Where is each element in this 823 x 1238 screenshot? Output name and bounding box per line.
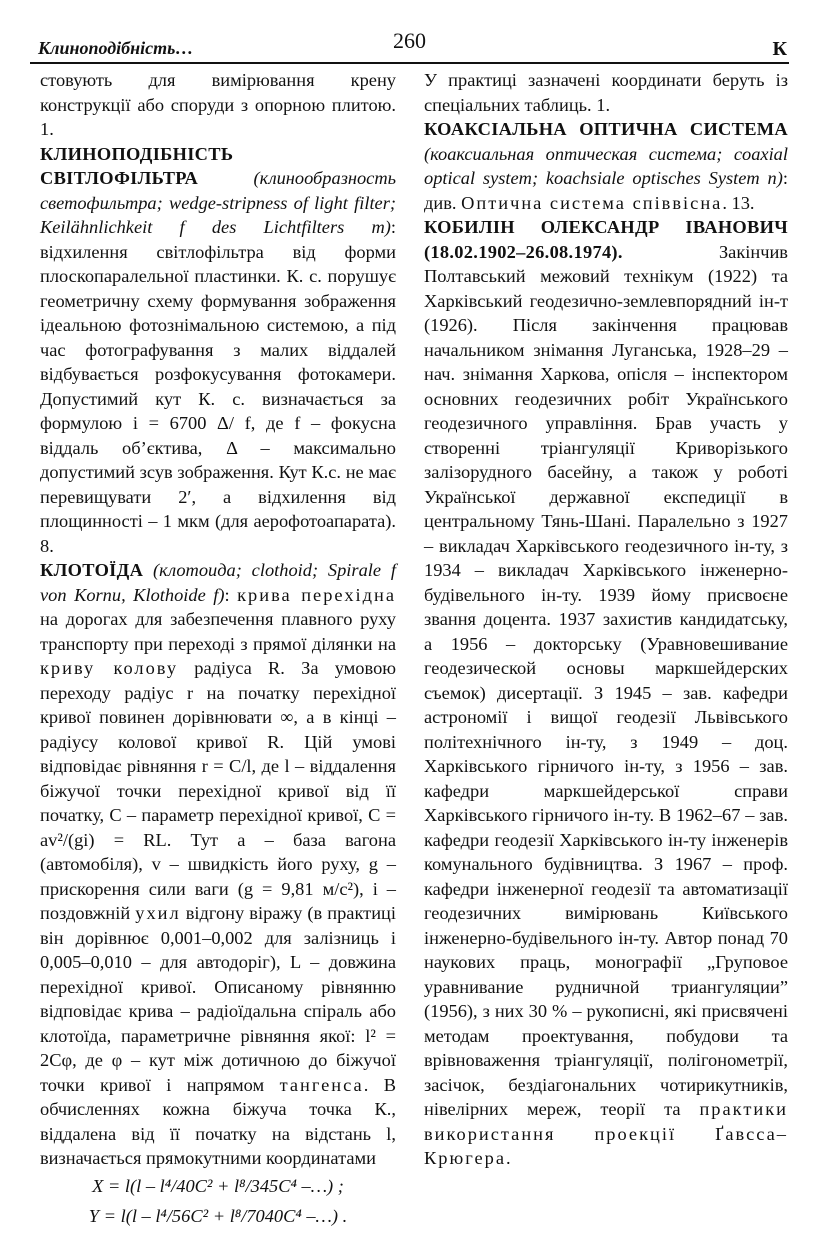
spaced-term: ухил [135,903,181,923]
entry-translations: (клинообразность светофильтра; wedge-stripness of light filter; Keilähnlichkeit f des Lichtfilters m) [40,168,396,237]
entry-translations: (клотоида; clothoid; Spirale f von Kornu, Klothoide f) [40,560,396,605]
entry-body: радіуса R. За умовою переходу радіус r на початку перехідної кривої повинен дорівнювати ∞, а в кінці – радіусу колової кривої R. Цій умові відповідає рівняння r = C/l, де l – віддалення біжучої точки перехідної кривої від її початку, C – параметр перехідної кривої, C = av²/(gi) = RL. Тут a – база вагона (автомобіля), v – швидкість його руху, g – прискорення сили ваги (g = 9,81 м/с²), i – поздовжній [40,658,396,923]
entry-body: . [506,1148,511,1168]
entry-kobylin [424,215,788,1171]
spaced-term: тангенса [279,1074,364,1095]
entry-koaksialna [424,117,788,215]
entry-klynopodibnist [40,142,396,559]
entry-body: відгону віражу (в практиці він дорівнює 0,001–0,002 для залізниць і 0,005–0,010 – для автодоріг), L – довжина перехідної кривої. Описаному рівнянню відповідає крива – радіоїдальна спіраль або клотоїда, параметричне рівняння якої: l² = 2Cφ, де φ – кут між дотичною до біжучої точки кривої і напрямом [40,903,396,1095]
entry-translations: (коаксиальная оптическая система; coaxial optical system; koachsiale optisches System n) [424,143,788,188]
spaced-term: криву колову [40,658,179,678]
entry-term: КОБИЛІН ОЛЕКСАНДР ІВАНОВИЧ (18.02.1902–26.08.1974). [424,217,788,262]
entry-term: КОАКСІАЛЬНА ОПТИЧНА СИСТЕМА [424,119,788,139]
header-rule [30,62,789,64]
running-head-left: Клиноподібність… [38,38,194,58]
spaced-term: крива перехідна [237,584,396,605]
entry-body: . 13. [722,192,755,213]
entry-body: . В обчисленнях кожна біжуча точка К., віддалена від її початку на відстань l, визначається прямокутними координатами [40,1074,396,1168]
continued-paragraph: У практиці зазначені координати беруть із спеціальних таблиць. 1. [424,70,788,115]
entry-body: Закінчив Полтавський межовий технікум (1922) та Харківський геодезично-землевпорядний ін-т (1926). Після закінчення працював начальником знімання Луганська, 1928–29 – нач. знімання Харкова, опісля – інспектором основних геодезичних робіт Українського геодезичного управління. Брав участь у створенні тріангуляції Криворізького залізорудного басейну, а також у роботі Української державної експедиції в центральному Тянь-Шані. Паралельно з 1927 – викладач Харківського геодезичного ін-ту, з 1934 – викладач Харківського інженерно-будівельного ін-ту. 1939 йому присвоєне звання доцента. 1937 захистив кандидатську, а 1956 – докторську (Уравновешивание геодезической основы маркшейдерских съемок) дисертації. З 1945 – зав. кафедри астрономії і вищої геодезії Львівського політехнічного ін-ту, з 1949 – доц. Харківського гірничого ін-ту, з 1956 – зав. кафедри маркшейдерської справи Харківського гірничого ін-ту. В 1962–67 – зав. кафедри геодезії Харківського ін-ту інженерів комунального будівництва. З 1967 – проф. кафедри інженерної геодезії та автоматизації геодезичних вимірювань Київського інженерно-будівельного ін-ту. Автор понад 70 наукових праць, монографії „Груповое уравнивание рудничной триангуляции” (1956), з них 30 % – рукописні, які присвячені методам проектування, побудови та врівноваження тріангуляції, полігонометрії, засічок, бездіагональних чотирикутників, нівелірних мереж, теорії та [424,241,788,1119]
entry-term: КЛИНОПОДІБНІСТЬ СВІТЛОФІЛЬТРА [40,143,234,188]
entry-body: на дорогах для забезпечення плавного руху транспорту при переході з прямої ділянки на [40,609,396,654]
spaced-term: Оптична система співвісна [461,192,723,213]
running-head-right: К [772,38,787,60]
entry-term: КЛОТОЇДА [40,560,144,580]
formula-y: Y = l(l – l⁴/56C² + l⁸/7040C⁴ –…) . [88,1205,348,1226]
left-column [40,68,396,1231]
formula-x: X = l(l – l⁴/40C² + l⁸/345C⁴ –…) ; [92,1175,344,1196]
entry-klotoida [40,558,396,1171]
page-header [30,18,789,60]
entry-body: : [224,584,238,605]
page-number: 260 [393,28,426,53]
entry-body: : див. [424,168,788,213]
continued-paragraph: стовують для вимірювання крену конструкції або споруди з опорною плитою. 1. [40,70,396,139]
spaced-term: практики використання проекції Ґавсса–Крюгера [424,1099,788,1168]
right-column [424,68,788,1171]
entry-body: : відхилення світлофільтра від форми плоскопаралельної пластинки. К. с. порушує геометричну схему формування зображення ідеальною фотознімальною системою, а під час фотографування з малих віддалей відбувається розфокусування фотокамери. Допустимий кут К. с. визначається за формулою i = 6700 Δ/ f, де f – фокусна віддаль об’єктива, Δ – максимально допустимий зсув зображення. Кут К.с. не має перевищувати 2′, а відхилення від площинності – 1 мкм (для аерофотоапарата). 8. [40,217,396,556]
